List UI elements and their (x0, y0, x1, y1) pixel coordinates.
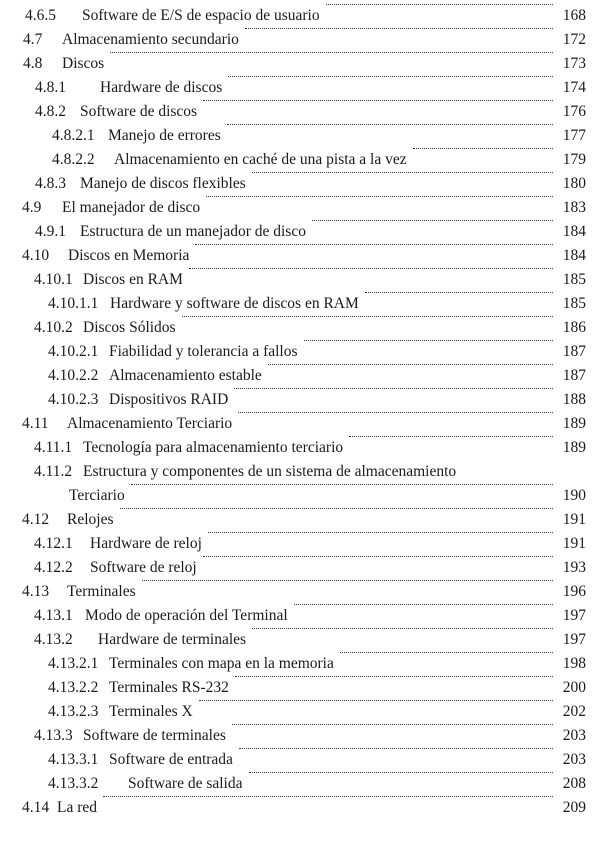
section-number: 4.10.2.2 (48, 367, 99, 384)
section-number: 4.8.1 (35, 79, 66, 96)
section-number: 4.13.1 (34, 607, 73, 624)
section-title-continuation: Terciario (69, 487, 125, 504)
page-number: 173 (562, 55, 586, 72)
dot-leader (326, 4, 553, 5)
page-number: 184 (562, 247, 586, 264)
section-title: Manejo de discos flexibles (80, 175, 246, 192)
toc-entry[interactable] (0, 172, 600, 196)
dot-leader (182, 316, 553, 317)
section-title: Discos en Memoria (68, 247, 190, 264)
toc-entry[interactable] (0, 436, 600, 460)
page-number: 189 (562, 439, 586, 456)
section-title: Terminales (67, 583, 136, 600)
section-title: Fiabilidad y tolerancia a fallos (109, 343, 298, 360)
dot-leader (304, 340, 553, 341)
section-title: Software de reloj (90, 559, 197, 576)
section-number: 4.13.2.3 (48, 703, 99, 720)
section-title: Hardware de terminales (98, 631, 247, 648)
page-number: 189 (562, 415, 586, 432)
page-number: 191 (562, 535, 586, 552)
toc-entry[interactable] (0, 244, 600, 268)
dot-leader (245, 28, 553, 29)
toc-entry[interactable] (0, 52, 600, 76)
toc-entry[interactable] (0, 220, 600, 244)
section-number: 4.9.1 (35, 223, 66, 240)
toc-entry[interactable] (0, 580, 600, 604)
section-title: Hardware y software de discos en RAM (110, 295, 359, 312)
dot-leader (110, 52, 553, 53)
dot-leader (340, 652, 553, 653)
section-title: Discos Sólidos (83, 319, 176, 336)
toc-entry[interactable] (0, 460, 600, 484)
dot-leader (413, 148, 553, 149)
page-number: 197 (562, 607, 586, 624)
dot-leader (203, 556, 553, 557)
section-title: Software de E/S de espacio de usuario (82, 7, 320, 24)
toc-entry[interactable] (0, 772, 600, 796)
dot-leader (131, 484, 553, 485)
section-number: 4.12 (22, 511, 50, 528)
section-number: 4.10.2.1 (48, 343, 99, 360)
page-number: 187 (562, 343, 586, 360)
section-title: Tecnología para almacenamiento terciario (83, 439, 344, 456)
section-number: 4.11.1 (34, 439, 73, 456)
toc-entry[interactable] (0, 700, 600, 724)
page-number: 179 (562, 151, 586, 168)
dot-leader (312, 220, 553, 221)
section-number: 4.8.2.2 (52, 151, 95, 168)
dot-leader (206, 196, 553, 197)
section-title: Discos en RAM (83, 271, 183, 288)
toc-entry[interactable] (0, 604, 600, 628)
page-number: 184 (562, 223, 586, 240)
dot-leader (239, 748, 553, 749)
toc-entry[interactable] (0, 340, 600, 364)
page-number: 185 (562, 271, 586, 288)
page-number: 176 (562, 103, 586, 120)
page-number: 186 (562, 319, 586, 336)
toc-entry[interactable] (0, 724, 600, 748)
section-title: Hardware de reloj (90, 535, 202, 552)
toc-entry[interactable] (0, 268, 600, 292)
section-title: Almacenamiento Terciario (67, 415, 233, 432)
dot-leader (120, 508, 554, 509)
dot-leader (232, 724, 553, 725)
dot-leader (203, 100, 553, 101)
page-number: 200 (562, 679, 586, 696)
toc-entry-continuation (0, 484, 600, 508)
toc-entry[interactable] (0, 364, 600, 388)
page-number: 191 (562, 511, 586, 528)
section-number: 4.13.3 (34, 727, 73, 744)
toc-entry[interactable] (0, 628, 600, 652)
page-number: 187 (562, 367, 586, 384)
dot-leader (252, 172, 553, 173)
section-title: Software de salida (128, 775, 243, 792)
section-title: El manejador de disco (62, 199, 201, 216)
dot-leader (365, 292, 553, 293)
page-number: 198 (562, 655, 586, 672)
toc-entry[interactable] (0, 676, 600, 700)
section-title: Almacenamiento estable (109, 367, 262, 384)
page-number: 190 (562, 487, 586, 504)
toc-entry[interactable] (0, 508, 600, 532)
section-title: Manejo de errores (108, 127, 221, 144)
dot-leader (268, 364, 553, 365)
section-title: Software de discos (80, 103, 198, 120)
section-number: 4.13 (22, 583, 50, 600)
toc-entry[interactable] (0, 556, 600, 580)
section-number: 4.9 (22, 199, 42, 216)
page-number: 203 (562, 727, 586, 744)
section-number: 4.14 (22, 799, 50, 816)
section-title: Estructura y componentes de un sistema de almacenamiento (83, 463, 457, 480)
dot-leader (199, 700, 553, 701)
dot-leader (227, 124, 553, 125)
toc-entry[interactable] (0, 148, 600, 172)
section-title: Terminales con mapa en la memoria (109, 655, 334, 672)
dot-leader (294, 604, 553, 605)
toc-entry[interactable] (0, 748, 600, 772)
page-number: 174 (562, 79, 586, 96)
dot-leader (238, 412, 553, 413)
page-number: 209 (562, 799, 586, 816)
page-number: 208 (562, 775, 586, 792)
page-number: 193 (562, 559, 586, 576)
dot-leader (234, 388, 553, 389)
dot-leader (228, 76, 553, 77)
section-number: 4.13.3.2 (48, 775, 99, 792)
section-title: Relojes (67, 511, 114, 528)
page-number: 196 (562, 583, 586, 600)
toc-entry[interactable] (0, 532, 600, 556)
toc-entry[interactable] (0, 4, 600, 28)
page-number: 168 (562, 7, 586, 24)
toc-entry[interactable] (0, 388, 600, 412)
section-title: Discos (62, 55, 105, 72)
section-number: 4.8 (23, 55, 43, 72)
page-number: 202 (562, 703, 586, 720)
section-title: Almacenamiento en caché de una pista a la vez (114, 151, 407, 168)
section-number: 4.8.3 (35, 175, 66, 192)
dot-leader (189, 268, 553, 269)
section-number: 4.10.1.1 (48, 295, 99, 312)
page-number: 180 (562, 175, 586, 192)
section-title: Modo de operación del Terminal (85, 607, 288, 624)
section-number: 4.12.1 (34, 535, 73, 552)
page-number: 185 (562, 295, 586, 312)
page-number: 203 (562, 751, 586, 768)
dot-leader (142, 580, 553, 581)
section-number: 4.12.2 (34, 559, 73, 576)
toc-entry[interactable] (0, 28, 600, 52)
section-number: 4.8.2.1 (52, 127, 95, 144)
toc-entry[interactable] (0, 796, 600, 820)
dot-leader (235, 676, 553, 677)
section-number: 4.10.2.3 (48, 391, 99, 408)
page-number: 177 (562, 127, 586, 144)
section-number: 4.13.2.2 (48, 679, 99, 696)
toc-entry[interactable] (0, 652, 600, 676)
section-title: Terminales RS-232 (109, 679, 229, 696)
section-title: Hardware de discos (100, 79, 223, 96)
section-number: 4.13.3.1 (48, 751, 99, 768)
section-title: Almacenamiento secundario (62, 31, 239, 48)
dot-leader (208, 532, 553, 533)
toc-entry[interactable] (0, 292, 600, 316)
section-number: 4.13.2.1 (48, 655, 99, 672)
toc-entry[interactable] (0, 100, 600, 124)
dot-leader (349, 436, 553, 437)
section-number: 4.11 (22, 415, 49, 432)
page-number: 188 (562, 391, 586, 408)
dot-leader (252, 628, 553, 629)
section-number: 4.10.1 (34, 271, 73, 288)
section-title: Software de entrada (109, 751, 233, 768)
section-title: La red (57, 799, 98, 816)
section-title: Terminales X (109, 703, 193, 720)
toc-entry[interactable] (0, 76, 600, 100)
section-title: Dispositivos RAID (109, 391, 229, 408)
section-number: 4.6.5 (25, 7, 56, 24)
section-title: Estructura de un manejador de disco (80, 223, 306, 240)
page-number: 183 (562, 199, 586, 216)
page-number: 172 (562, 31, 586, 48)
toc-entry[interactable] (0, 316, 600, 340)
section-title: Software de terminales (83, 727, 226, 744)
dot-leader (195, 244, 553, 245)
section-number: 4.13.2 (34, 631, 73, 648)
section-number: 4.7 (23, 31, 43, 48)
dot-leader (249, 772, 554, 773)
page-number: 197 (562, 631, 586, 648)
section-number: 4.8.2 (35, 103, 66, 120)
dot-leader (103, 796, 553, 797)
toc-entry[interactable] (0, 412, 600, 436)
toc-entry[interactable] (0, 124, 600, 148)
toc-entry[interactable] (0, 196, 600, 220)
section-number: 4.10.2 (34, 319, 73, 336)
section-number: 4.11.2 (34, 463, 73, 480)
section-number: 4.10 (22, 247, 50, 264)
